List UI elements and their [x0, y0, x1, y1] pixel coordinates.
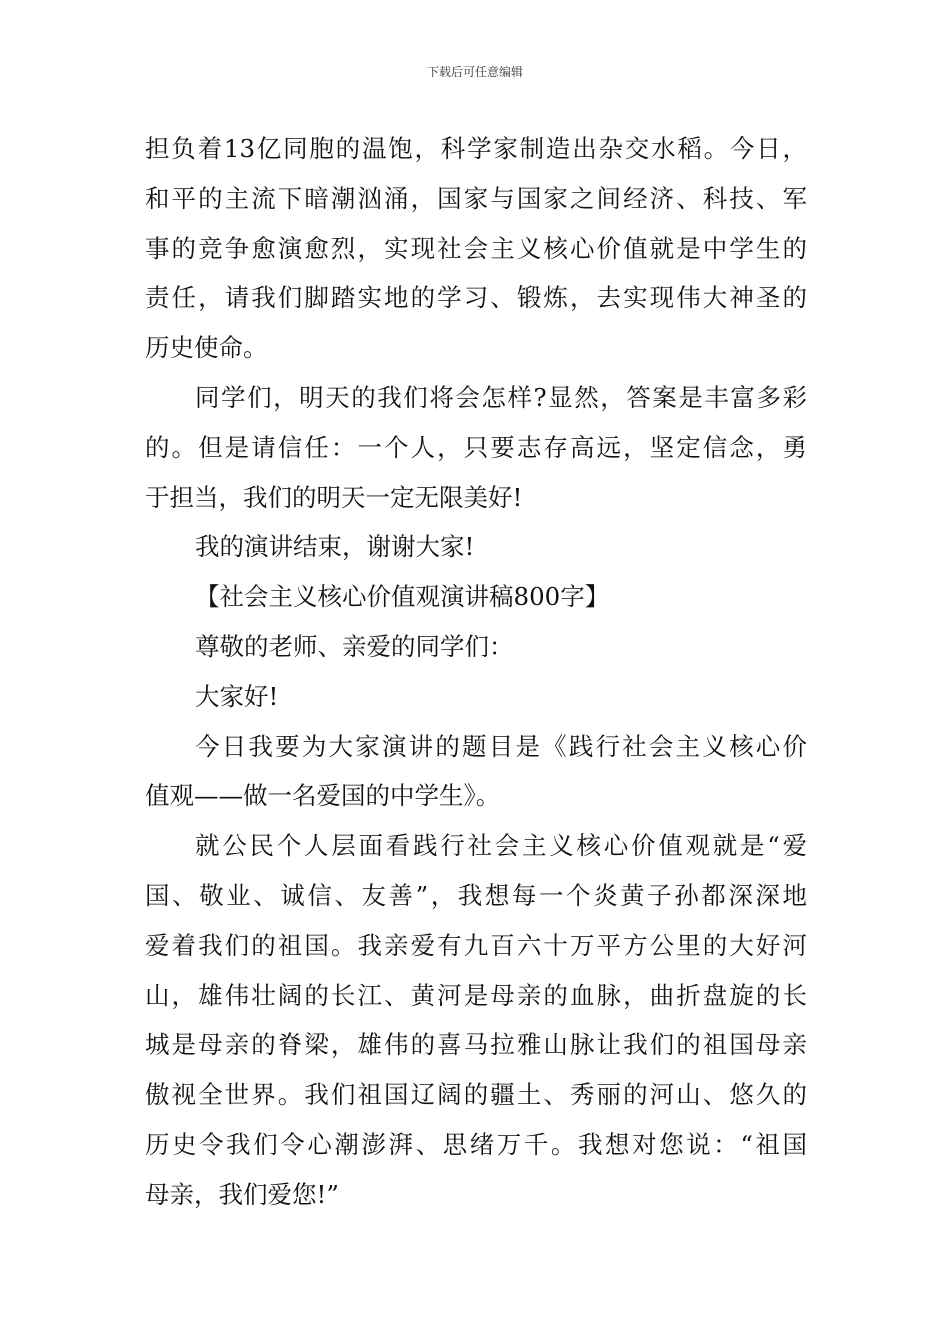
text-line: 母亲，我们爱您!” [145, 1179, 339, 1209]
text-line: 大家好! [195, 681, 279, 711]
text-line: 山，雄伟壮阔的长江、黄河是母亲的血脉，曲折盘旋的长 [145, 980, 807, 1010]
text-line: 历史使命。 [145, 333, 268, 363]
page-header: 下载后可任意编辑 [426, 65, 523, 79]
text-line: 值观——做一名爱国的中学生》。 [145, 781, 501, 811]
text-line: 今日我要为大家演讲的题目是《践行社会主义核心价 [195, 731, 807, 761]
text-line: 【社会主义核心价值观演讲稿800字】 [195, 582, 610, 612]
document-body [145, 124, 807, 1220]
text-line: 城是母亲的脊梁，雄伟的喜马拉雅山脉让我们的祖国母亲 [145, 1030, 807, 1060]
text-line: 就公民个人层面看践行社会主义核心价值观就是“爱 [195, 831, 807, 861]
section-heading [145, 572, 807, 622]
paragraph [145, 522, 807, 572]
paragraph [145, 722, 807, 822]
text-line: 事的竞争愈演愈烈，实现社会主义核心价值就是中学生的 [145, 233, 807, 263]
greeting [145, 672, 807, 722]
text-line: 尊敬的老师、亲爱的同学们： [195, 631, 514, 661]
text-line: 和平的主流下暗潮汹涌，国家与国家之间经济、科技、军 [145, 183, 807, 213]
text-line: 爱着我们的祖国。我亲爱有九百六十万平方公里的大好河 [145, 930, 807, 960]
text-line: 国、敬业、诚信、友善”，我想每一个炎黄子孙都深深地 [145, 880, 807, 910]
text-line: 于担当，我们的明天一定无限美好! [145, 482, 523, 512]
text-line: 傲视全世界。我们祖国辽阔的疆土、秀丽的河山、悠久的 [145, 1080, 807, 1110]
paragraph [145, 373, 807, 522]
text-line: 的。但是请信任：一个人，只要志存高远，坚定信念，勇 [145, 432, 807, 462]
salutation [145, 622, 807, 672]
text-line: 责任，请我们脚踏实地的学习、锻炼，去实现伟大神圣的 [145, 283, 807, 313]
paragraph [145, 821, 807, 1219]
paragraph [145, 124, 807, 373]
text-line: 我的演讲结束，谢谢大家! [195, 532, 475, 562]
text-line: 担负着13亿同胞的温饱，科学家制造出杂交水稻。今日， [145, 134, 807, 163]
text-line: 同学们，明天的我们将会怎样?显然，答案是丰富多彩 [195, 382, 807, 412]
text-line: 历史令我们令心潮澎湃、思绪万千。我想对您说：“祖国 [145, 1129, 807, 1159]
